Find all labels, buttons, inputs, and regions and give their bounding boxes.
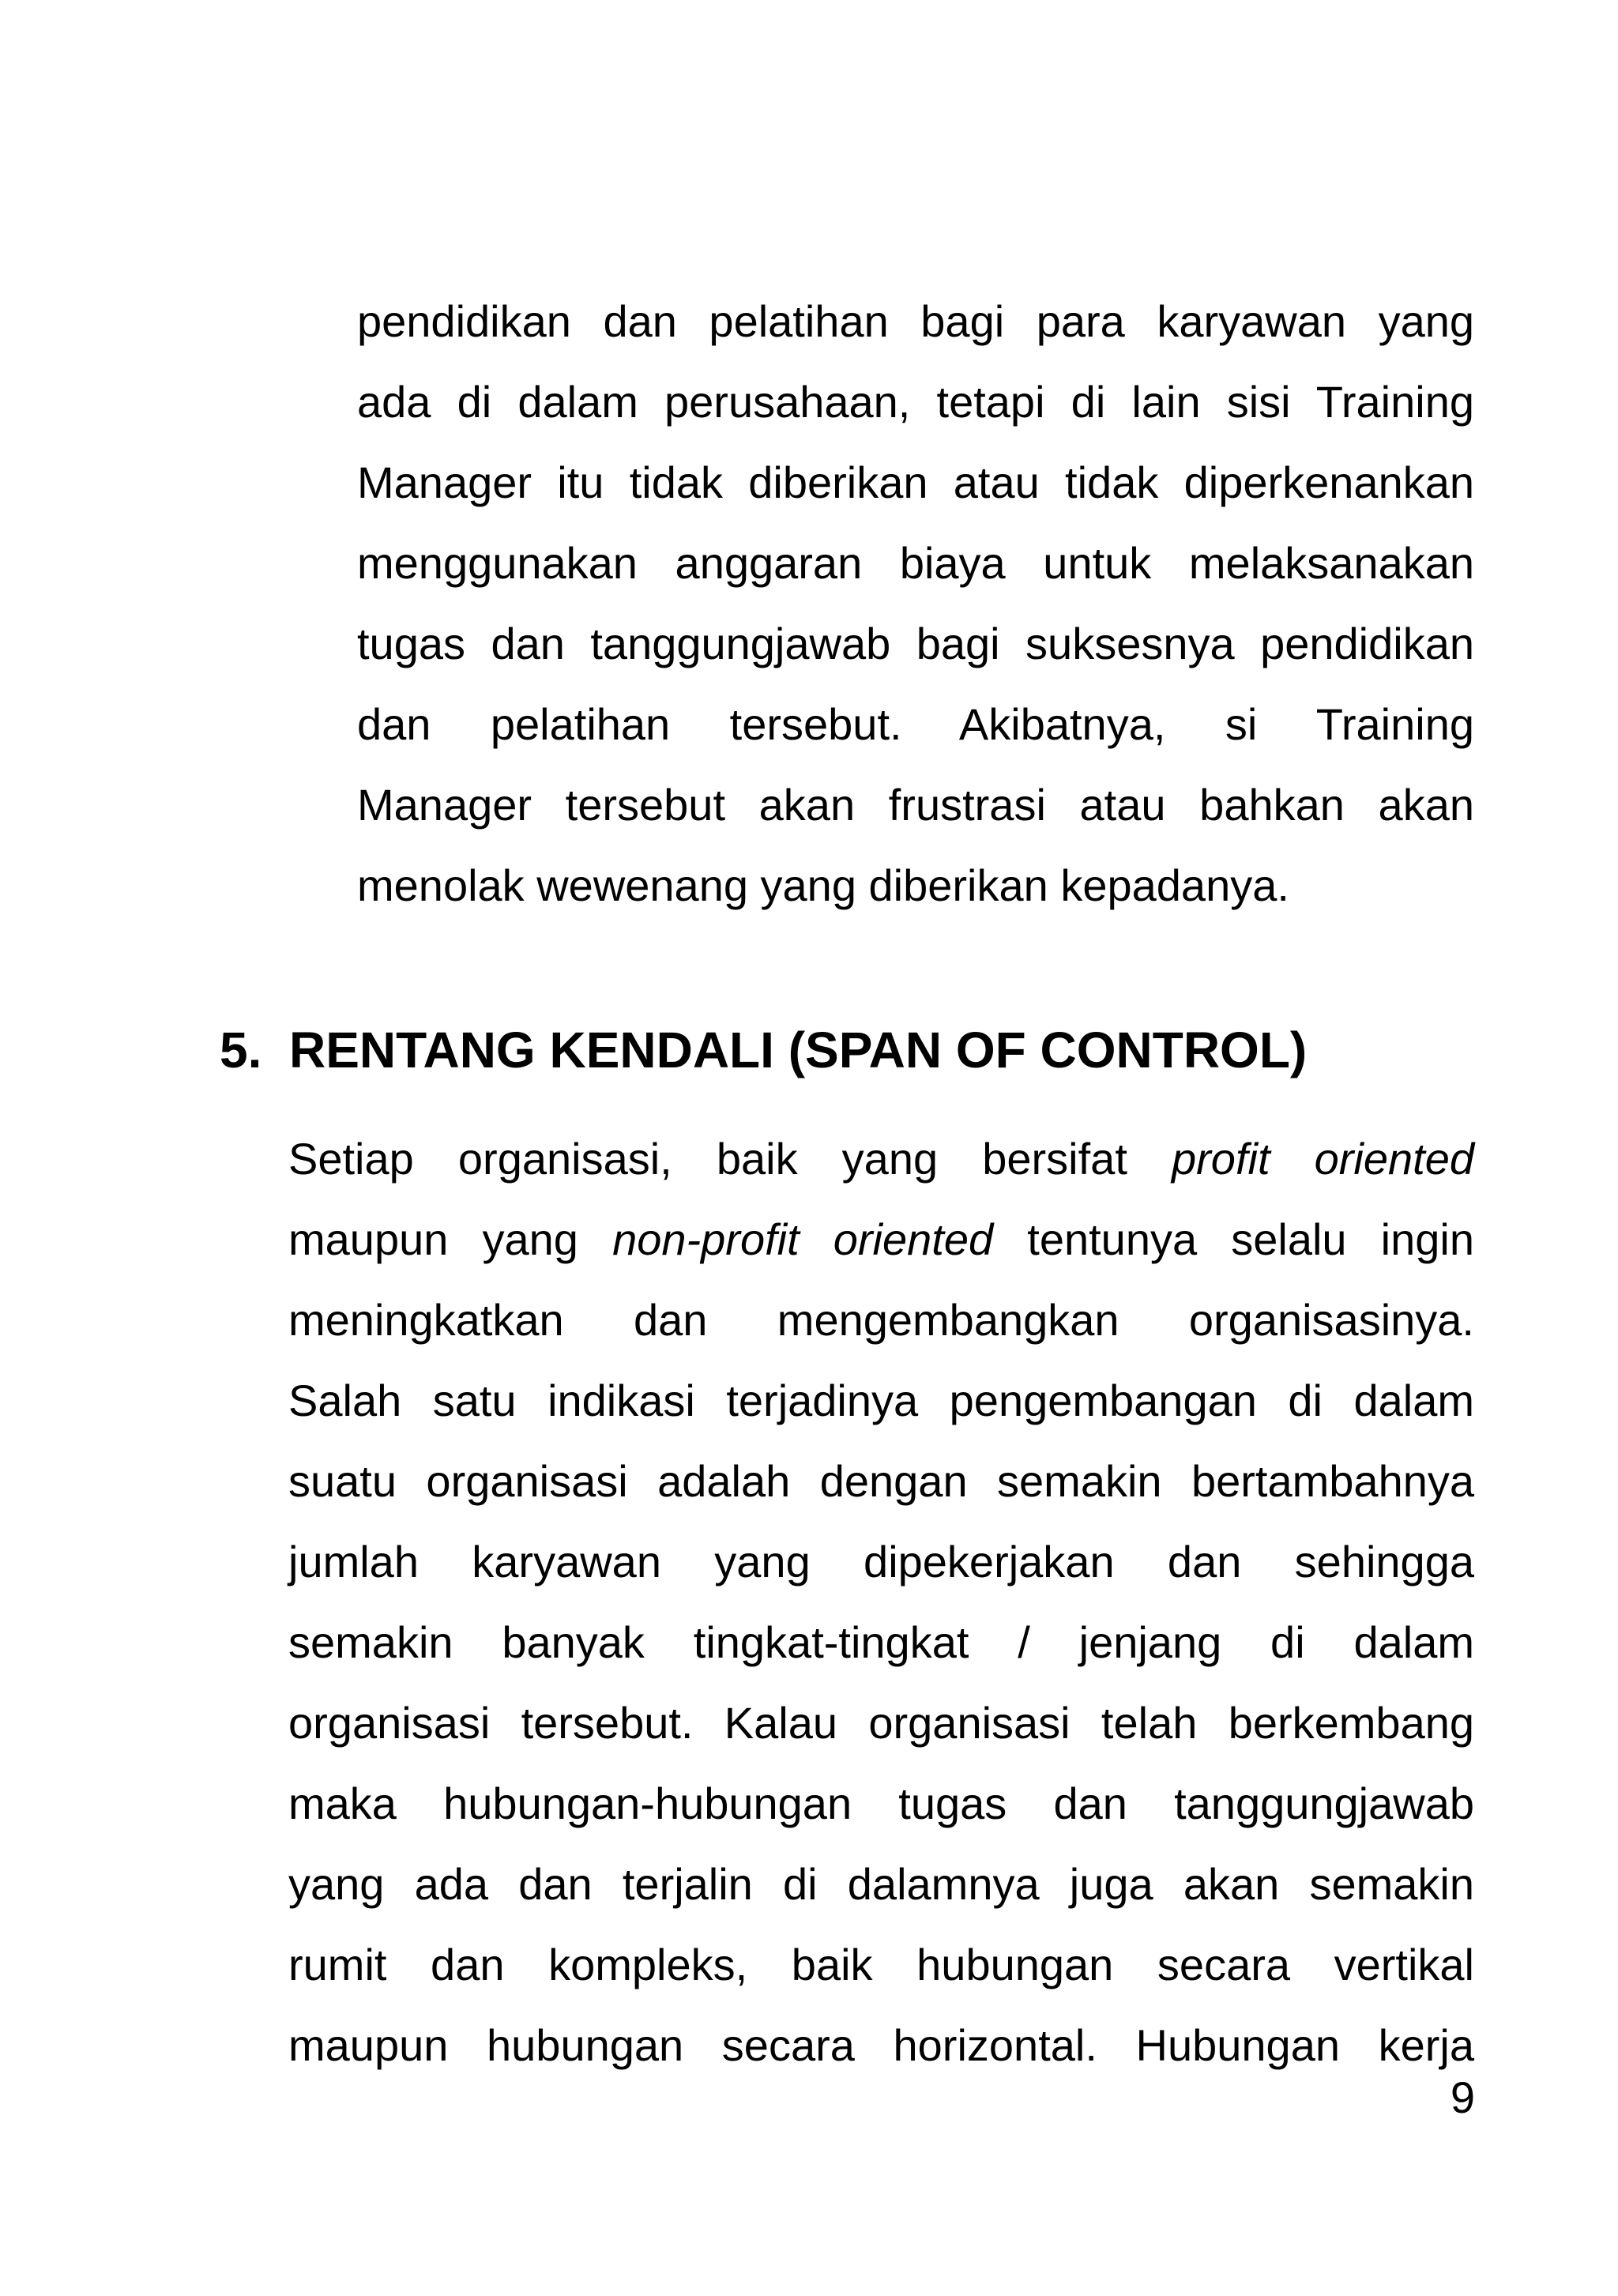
italic-term: non-profit oriented [612, 1214, 994, 1264]
paragraph-line: dan pelatihan tersebut. Akibatnya, si Training [357, 699, 1474, 749]
paragraph-line: organisasi tersebut. Kalau organisasi telah berkembang [288, 1698, 1474, 1748]
text-span: tentunya selalu ingin [1027, 1214, 1474, 1264]
page-number: 9 [1450, 2072, 1475, 2122]
section-number: 5. [220, 1022, 262, 1078]
paragraph-line: rumit dan kompleks, baik hubungan secara vertikal [288, 1940, 1474, 1989]
paragraph-line: menggunakan anggaran biaya untuk melaksanakan [357, 538, 1474, 588]
paragraph-line: ada di dalam perusahaan, tetapi di lain sisi Training [357, 377, 1474, 427]
paragraph-line: pendidikan dan pelatihan bagi para karyawan yang [357, 296, 1474, 346]
section-title: RENTANG KENDALI (SPAN OF CONTROL) [289, 1022, 1308, 1078]
section-heading [220, 1020, 1307, 1080]
paragraph-line: tugas dan tanggungjawab bagi suksesnya pendidikan [357, 619, 1474, 668]
italic-term: profit oriented [1172, 1134, 1475, 1184]
text-span: Setiap organisasi, baik yang bersifat [288, 1134, 1127, 1184]
paragraph-line: Manager tersebut akan frustrasi atau bahkan akan [357, 780, 1474, 830]
paragraph-line [288, 1212, 1474, 1267]
paragraph-line: meningkatkan dan mengembangkan organisasinya. [288, 1295, 1474, 1345]
paragraph-line: yang ada dan terjalin di dalamnya juga akan semakin [288, 1859, 1474, 1909]
paragraph-line [288, 1131, 1474, 1187]
paragraph-line: menolak wewenang yang diberikan kepadanya. [357, 860, 1289, 910]
paragraph-line: maupun hubungan secara horizontal. Hubungan kerja [288, 2020, 1474, 2070]
paragraph-line: Manager itu tidak diberikan atau tidak diperkenankan [357, 457, 1474, 507]
paragraph-line: suatu organisasi adalah dengan semakin bertambahnya [288, 1456, 1474, 1506]
paragraph-line: jumlah karyawan yang dipekerjakan dan sehingga [288, 1537, 1474, 1586]
paragraph-line: maka hubungan-hubungan tugas dan tanggungjawab [288, 1778, 1474, 1828]
paragraph-line: semakin banyak tingkat-tingkat / jenjang di dalam [288, 1617, 1474, 1667]
text-span: maupun yang [288, 1214, 578, 1264]
paragraph-line: Salah satu indikasi terjadinya pengembangan di dalam [288, 1376, 1474, 1425]
